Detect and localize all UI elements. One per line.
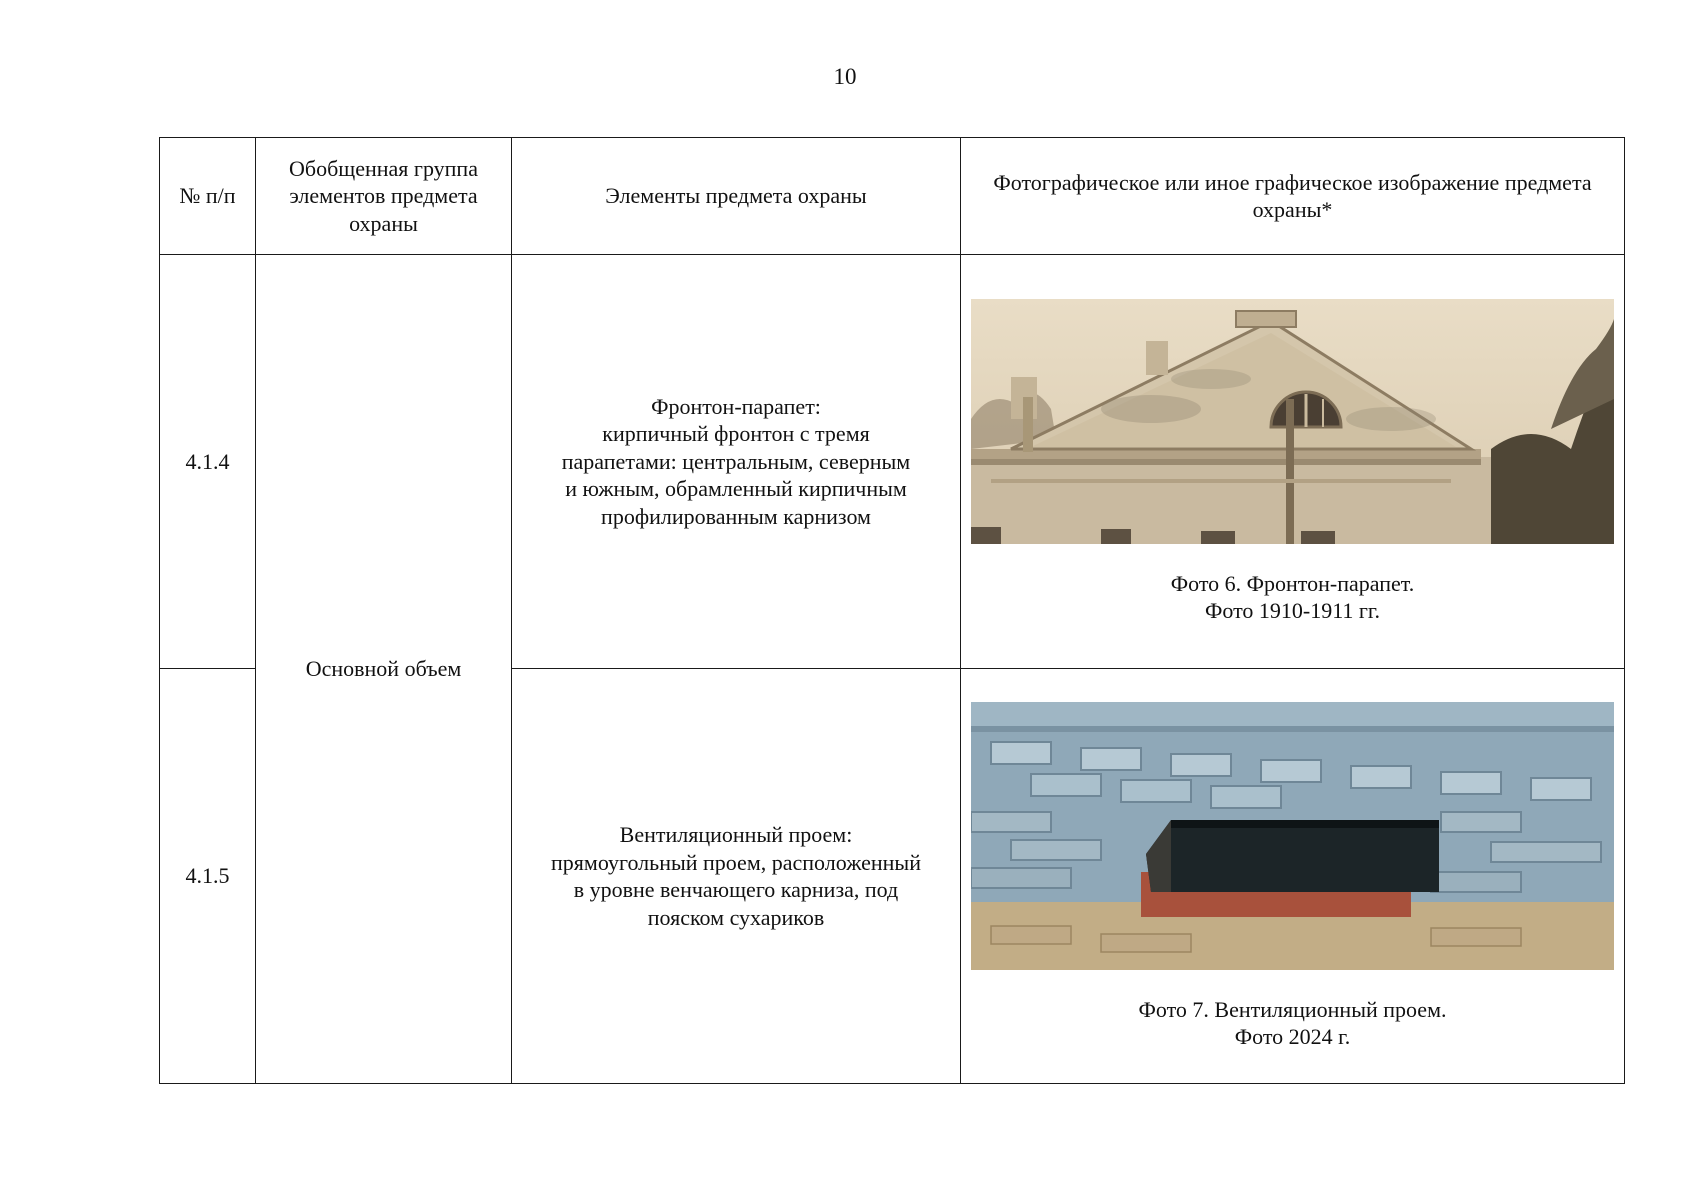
group-cell: Основной объем	[256, 255, 512, 1084]
element-line: Вентиляционный проем:	[619, 822, 853, 847]
element-line: парапетами: центральным, северным	[561, 448, 911, 474]
caption-line: Фото 6. Фронтон-парапет.	[1170, 570, 1415, 596]
photo-cell	[961, 669, 1625, 1084]
header-group: Обобщенная группа элементов предмета охраны	[256, 138, 512, 255]
pediment-photo	[971, 299, 1614, 544]
element-line: прямоугольный проем, расположенный	[551, 849, 921, 875]
table-header-row	[160, 138, 1625, 255]
caption-line: Фото 2024 г.	[1234, 1024, 1351, 1049]
element-line: пояском сухариков	[647, 904, 825, 930]
row-num: 4.1.4	[160, 255, 256, 669]
caption-line: Фото 1910-1911 гг.	[1204, 598, 1380, 623]
element-line: и южным, обрамленный кирпичным	[565, 476, 907, 502]
element-line: в уровне венчающего карниза, под	[573, 877, 899, 902]
element-description	[512, 255, 961, 669]
header-photo: Фотографическое или иное графическое изображение предмета охраны*	[961, 138, 1625, 255]
page-number: 10	[833, 64, 857, 89]
photo-caption	[1171, 570, 1415, 625]
vent-opening-photo	[971, 702, 1614, 970]
photo-cell	[961, 255, 1625, 669]
header-elements: Элементы предмета охраны	[512, 138, 961, 255]
element-line: кирпичный фронтон с тремя	[602, 421, 870, 447]
caption-line: Фото 7. Вентиляционный проем.	[1138, 996, 1447, 1022]
row-num: 4.1.5	[160, 669, 256, 1084]
protection-elements-table	[159, 137, 1625, 1084]
element-line: Фронтон-парапет:	[651, 393, 821, 419]
header-num: № п/п	[160, 138, 256, 255]
element-line: профилированным карнизом	[601, 503, 871, 529]
photo-caption	[1139, 996, 1447, 1051]
table-row	[160, 255, 1625, 669]
element-description	[512, 669, 961, 1084]
